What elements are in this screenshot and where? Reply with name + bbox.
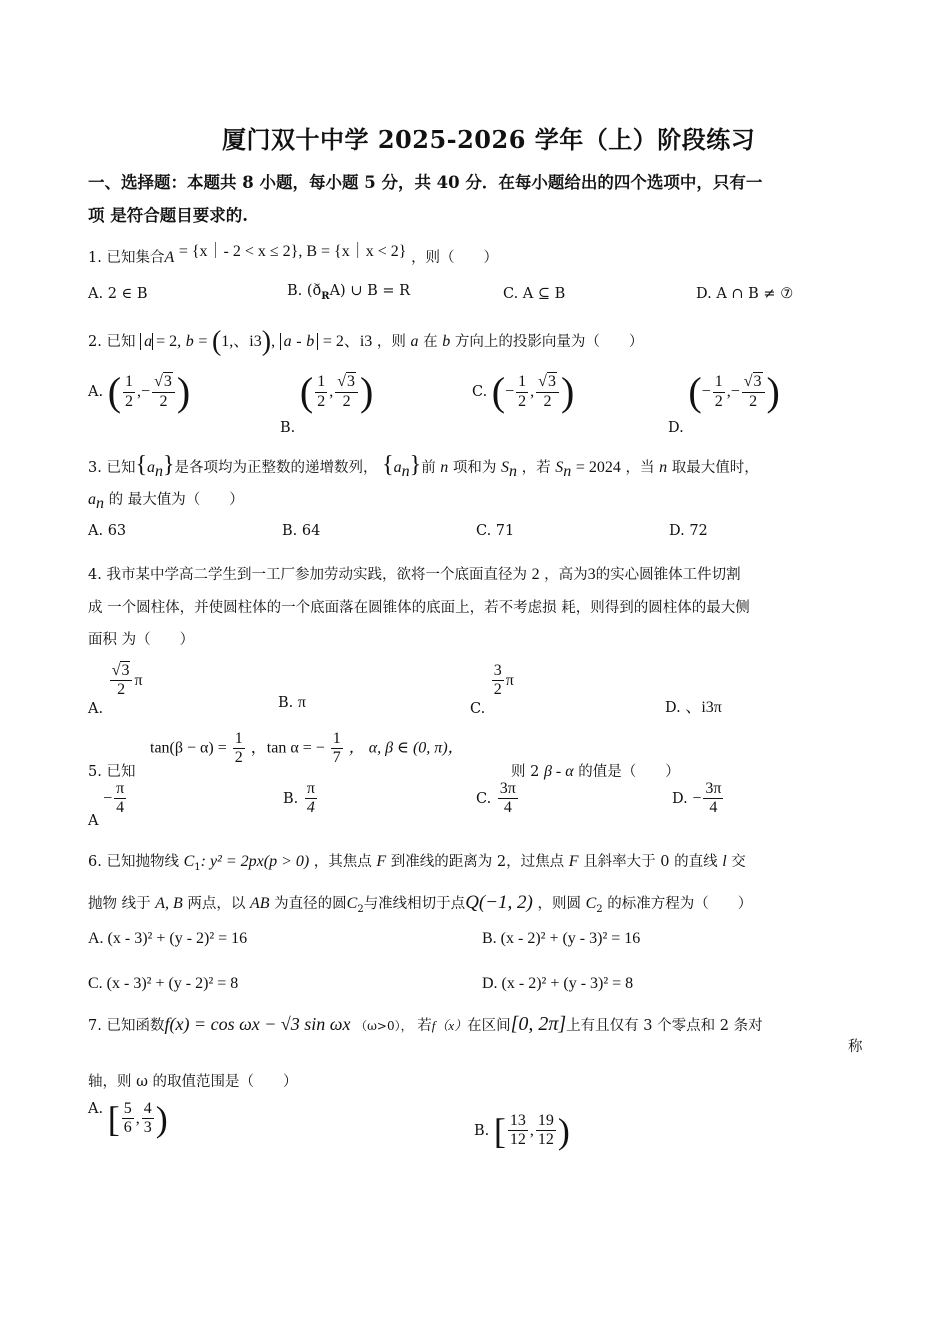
q7-line1e: 称 bbox=[848, 1039, 863, 1055]
q6-ab: A, B bbox=[155, 895, 183, 912]
q1-option-a[interactable]: A. 2 ∈ B bbox=[88, 286, 148, 302]
q5-b-num: π bbox=[305, 780, 317, 799]
q5-option-d-label: D. bbox=[672, 790, 688, 807]
q2-b-sqrt: 3 bbox=[346, 373, 355, 391]
q5-expr1: tan(β − α) = bbox=[150, 739, 227, 757]
q4-line2: 成 一个圆柱体，并使圆柱体的一个底面落在圆锥体的底面上，若不考虑损 耗，则得到的圆柱体的最大侧 bbox=[88, 600, 750, 616]
q7-option-a[interactable]: A. [ $\frac{5}{6}$ , $\frac{4}{3}$ ) bbox=[88, 1098, 168, 1139]
q2-b-num1: 1 bbox=[315, 373, 327, 392]
q7-a-d2: 3 bbox=[143, 1119, 152, 1137]
q6-line1e: 且斜率大于 0 的直线 bbox=[583, 854, 718, 870]
q7-option-b[interactable]: B. [ $\frac{13}{12}$ , $\frac{19}{12}$ ) bbox=[474, 1110, 570, 1151]
q5-d-neg: − bbox=[692, 789, 702, 807]
q2-c-den1: 2 bbox=[518, 392, 527, 410]
q6-line1f: 交 bbox=[731, 854, 746, 870]
q3-an2: a bbox=[393, 459, 402, 476]
q6-l: l bbox=[722, 853, 727, 870]
q3-front: 前 bbox=[421, 460, 436, 476]
q4-c-num: 3 bbox=[492, 662, 504, 681]
q5-b-den: 4 bbox=[306, 799, 315, 817]
q6-line2d: 与准线相切于点 bbox=[363, 896, 466, 912]
q6-option-d[interactable]: D. (x - 2)² + (y - 3)² = 8 bbox=[482, 975, 634, 992]
q2-d-den2: 2 bbox=[749, 392, 758, 410]
q5-expr2: ，tan α = − bbox=[250, 739, 325, 757]
q2-d-minus1: − bbox=[701, 383, 711, 400]
q3-option-c[interactable]: C. 71 bbox=[476, 523, 515, 539]
q2-eq2: = bbox=[198, 333, 208, 350]
q2-c-minus: − bbox=[505, 383, 515, 400]
q2-b: b bbox=[185, 333, 194, 350]
q2-a-comma: , bbox=[137, 383, 142, 400]
q5-d-num: 3π bbox=[703, 780, 723, 799]
q3-when: ，当 bbox=[625, 460, 655, 476]
q3-n: n bbox=[440, 459, 449, 476]
q6-c2b: C bbox=[585, 895, 597, 912]
q3-option-a[interactable]: A. 63 bbox=[88, 523, 127, 539]
q4-c-den: 2 bbox=[493, 681, 502, 699]
q2-number: 2. bbox=[88, 334, 102, 350]
q2-d-num1: 1 bbox=[713, 373, 725, 392]
section-heading-line2: 项 是符合题目要求的. bbox=[88, 206, 248, 225]
q3-pre: 3. 已知 bbox=[88, 460, 136, 476]
q1-option-b-sub: R bbox=[321, 290, 330, 302]
q2-b-comma: , bbox=[329, 383, 334, 400]
q4-a-sqrt: 3 bbox=[121, 662, 130, 679]
q7-b-n1: 13 bbox=[508, 1112, 528, 1131]
q7-cond: （ω>0）， bbox=[355, 1019, 413, 1033]
q4-option-d-label: D. bbox=[665, 700, 681, 716]
q3-an3-sub: n bbox=[96, 494, 104, 512]
q6-line2e: ，则圆 bbox=[537, 896, 581, 912]
q7-line2: 轴，则 ω 的取值范围是（ ） bbox=[88, 1074, 298, 1090]
q7-interval: [0, 2π] bbox=[510, 1013, 567, 1035]
q4-option-d-val: 、i3π bbox=[685, 699, 722, 716]
q7-line1c: 在区间 bbox=[467, 1018, 511, 1034]
q5-num1: 1 bbox=[233, 730, 245, 749]
q4-option-b-label: B. bbox=[278, 695, 294, 711]
q2-a-minus: − bbox=[141, 383, 151, 400]
q4-line1c: 的实心圆锥体工件切割 bbox=[595, 567, 741, 583]
q5-c-den: 4 bbox=[503, 799, 512, 817]
q6-line2: 抛物 线于 A, B 两点，以 AB 为直径的圆$C_2$与准线相切于点Q(−1, 2) ，则圆 $C_2$ 的标准方程为（ ） bbox=[88, 892, 753, 915]
q2-option-c-label: C. bbox=[472, 384, 488, 400]
q6-option-b[interactable]: B. (x - 2)² + (y - 3)² = 16 bbox=[482, 930, 641, 947]
q2-a-mag: a bbox=[140, 333, 152, 350]
q3-n2: n bbox=[659, 459, 668, 476]
q2-minus: - bbox=[296, 333, 302, 350]
q3-an: a bbox=[146, 459, 155, 476]
q4-c-pi: π bbox=[505, 671, 514, 689]
q2-b-diff: b bbox=[306, 333, 318, 350]
q5-post bbox=[511, 760, 680, 781]
q6-ab2: AB bbox=[249, 895, 270, 912]
q3-sn: S bbox=[501, 459, 510, 476]
q5-expr3: ， α, β ∈ (0, π)， bbox=[348, 739, 464, 757]
q2-post2: 方向上的投影向量为（ ） bbox=[454, 334, 644, 350]
q5-option-d[interactable] bbox=[672, 780, 725, 818]
section-heading-line1: 一、选择题：本题共 8 小题，每小题 5 分，共 40 分．在每小题给出的四个选项中，只有一 bbox=[88, 173, 763, 192]
q6-parabola: : y² = 2px(p > 0) bbox=[200, 853, 310, 870]
q2-a-diff: a bbox=[280, 333, 292, 350]
q4-option-d[interactable] bbox=[665, 694, 722, 717]
q7-b-d1: 12 bbox=[509, 1131, 526, 1149]
q3-line2 bbox=[88, 488, 244, 513]
q2-a-den2: 2 bbox=[159, 392, 168, 410]
q1-number: 1. bbox=[88, 250, 102, 266]
q1-option-d[interactable]: D. A ∩ B ≠ ⑦ bbox=[696, 286, 794, 302]
q2-c-sqrt: 3 bbox=[547, 373, 556, 391]
q5-d-den: 4 bbox=[709, 799, 718, 817]
q2-option-b-label: B. bbox=[280, 420, 296, 436]
q5-post2: β - α bbox=[543, 763, 574, 780]
q5-a-neg: − bbox=[103, 789, 113, 807]
q3-sn2-sub: n bbox=[563, 462, 572, 480]
q1-option-b-part1: B. (ð bbox=[287, 283, 322, 299]
q3-option-b[interactable]: B. 64 bbox=[282, 523, 321, 539]
q2-pre: 已知 bbox=[106, 334, 136, 350]
q3-max: 取最大值时， bbox=[671, 460, 759, 476]
page-title: 厦门双十中学 2025-2026 学年（上）阶段练习 bbox=[222, 125, 756, 154]
q7-a-n2: 4 bbox=[142, 1100, 154, 1119]
q2-d-minus2: − bbox=[730, 383, 740, 400]
q7-a-n1: 5 bbox=[122, 1100, 134, 1119]
q2-post1: ，则 bbox=[376, 334, 406, 350]
q4-option-a[interactable]: A. $\frac{√3}{2}$ π bbox=[88, 662, 143, 717]
q5-c-num: 3π bbox=[498, 780, 518, 799]
q4-line1a: 4. 我市某中学高二学生到一工厂参加劳动实践，欲将一个底面直径为 bbox=[88, 567, 527, 583]
q3-line2-text: 的 最大值为（ ） bbox=[108, 492, 244, 508]
q4-option-a-label: A. bbox=[88, 700, 104, 717]
q6-q: Q(−1, 2) bbox=[465, 892, 533, 913]
q7-fx2: f（x） bbox=[431, 1018, 468, 1033]
q1-post: ，则（ ） bbox=[411, 250, 499, 266]
q2-option-a-label: A. bbox=[88, 384, 104, 400]
q2-option-c[interactable]: C. (− $\frac{1}{2}$ , $\frac{√3}{2}$ ) bbox=[472, 369, 575, 414]
q6-f: F bbox=[376, 853, 387, 870]
q6-line2b: 两点，以 bbox=[187, 896, 246, 912]
q7-option-a-label: A. bbox=[88, 1100, 104, 1117]
q2-d-den1: 2 bbox=[714, 392, 723, 410]
q6-option-a[interactable]: A. (x - 3)² + (y - 2)² = 16 bbox=[88, 930, 248, 947]
q1-option-b[interactable] bbox=[287, 283, 410, 302]
q5-option-c[interactable] bbox=[476, 780, 520, 818]
q7-b-d2: 12 bbox=[537, 1131, 554, 1149]
q3-sn2: S bbox=[555, 459, 564, 476]
q2-a2: a bbox=[410, 333, 419, 350]
q4-line1b: ，高为 bbox=[544, 567, 588, 583]
q2-c-num1: 1 bbox=[516, 373, 528, 392]
q4-a-pi: π bbox=[134, 671, 143, 689]
question-3: 3. 已知$\{a_n\}$是各项均为正整数的递增数列， $\{a_n\}$前 n 项和为 $S_n$ ，若 $S_n = 2024$ ，当 n 取最大值时， bbox=[88, 452, 759, 480]
q7-line1 bbox=[88, 1013, 763, 1036]
q7-fx: f(x) = cos ωx − √3 sin ωx bbox=[164, 1014, 351, 1034]
q7-a-d1: 6 bbox=[123, 1119, 132, 1137]
q6-line1c: ，其焦点 bbox=[313, 854, 372, 870]
q2-a-num1: 1 bbox=[123, 373, 135, 392]
q4-option-b[interactable] bbox=[278, 694, 306, 712]
q2-option-b[interactable]: B. ( $\frac{1}{2}$ , $\frac{√3}{2}$ ) bbox=[280, 369, 374, 436]
q6-c1: C bbox=[183, 853, 195, 870]
q5-option-a-label: A bbox=[88, 812, 99, 829]
q6-line2c: 为直径的圆 bbox=[274, 896, 347, 912]
q6-line2a: 抛物 线于 bbox=[88, 896, 151, 912]
question-1 bbox=[88, 244, 498, 267]
q2-a-den1: 2 bbox=[125, 392, 134, 410]
q6-line2f: 的标准方程为（ ） bbox=[607, 896, 753, 912]
q7-b-n2: 19 bbox=[536, 1112, 556, 1131]
q3-if: ，若 bbox=[521, 460, 551, 476]
q3-an-sub: n bbox=[154, 462, 163, 480]
q3-sum-text: 项和为 bbox=[452, 460, 497, 476]
q5-option-a[interactable] bbox=[88, 780, 128, 829]
q2-b2: b bbox=[442, 333, 451, 350]
q5-den2: 7 bbox=[332, 749, 341, 767]
q6-line1a: 6. 已知抛物线 bbox=[88, 854, 179, 870]
q4-option-b-val: π bbox=[297, 694, 306, 711]
q6-f2: F bbox=[568, 853, 579, 870]
q6-c2: C bbox=[346, 895, 358, 912]
q5-condition bbox=[150, 730, 464, 768]
q1-option-c[interactable]: C. A ⊆ B bbox=[503, 286, 566, 302]
q2-in: 在 bbox=[423, 334, 438, 350]
q3-an2-sub: n bbox=[401, 462, 410, 480]
q4-line1 bbox=[88, 563, 741, 584]
q4-height: 3 bbox=[587, 566, 596, 583]
q2-c-den2: 2 bbox=[543, 392, 552, 410]
q3-sn-sub: n bbox=[509, 462, 518, 480]
q2-option-d-label: D. bbox=[668, 420, 684, 436]
q2-c-comma: , bbox=[530, 383, 535, 400]
q2-d-sqrt: 3 bbox=[753, 373, 762, 391]
q7-line1d: 上有且仅有 3 个零点和 2 条对 bbox=[566, 1018, 763, 1034]
q2-b-den1: 2 bbox=[317, 392, 326, 410]
q2-option-d[interactable]: D. (− $\frac{1}{2}$ ,− $\frac{√3}{2}$ ) bbox=[668, 369, 780, 436]
q5-post1: 则 2 bbox=[511, 764, 540, 780]
q7-option-b-label: B. bbox=[474, 1122, 490, 1139]
q2-eq1: = 2, bbox=[152, 333, 181, 350]
q3-desc: 是各项均为正整数的递增数列， bbox=[174, 460, 378, 476]
q5-post3: 的值是（ ） bbox=[578, 764, 680, 780]
q5-a-den: 4 bbox=[116, 799, 125, 817]
q7-line1a: 7. 已知函数 bbox=[88, 1018, 165, 1034]
q5-den1: 2 bbox=[234, 749, 243, 767]
q2-b-vec: 1,、i3 bbox=[221, 333, 262, 350]
q5-a-num: π bbox=[114, 780, 126, 799]
q2-option-a[interactable]: A. ( $\frac{1}{2}$ ,− $\frac{√3}{2}$ ) bbox=[88, 369, 191, 414]
q1-set-a: A bbox=[164, 249, 175, 266]
q2-b-den2: 2 bbox=[342, 392, 351, 410]
q6-option-c[interactable]: C. (x - 3)² + (y - 2)² = 8 bbox=[88, 975, 239, 992]
q3-an3: a bbox=[88, 491, 96, 508]
q3-option-d[interactable]: D. 72 bbox=[669, 523, 708, 539]
q5-option-c-label: C. bbox=[476, 790, 492, 807]
q4-a-den: 2 bbox=[117, 681, 126, 699]
q4-line3: 面积 为（ ） bbox=[88, 632, 195, 648]
q1-option-b-part2: A) ∪ B = R bbox=[329, 283, 411, 299]
q5-num2: 1 bbox=[331, 730, 343, 749]
q7-line1b: 若 bbox=[417, 1018, 432, 1034]
q4-diameter: 2 bbox=[531, 566, 540, 583]
q1-set-def: = {x｜- 2 < x ≤ 2}, B = {x｜x < 2} bbox=[178, 243, 407, 260]
q5-pre: 5. 已知 bbox=[88, 764, 136, 780]
q6-line1d: 到准线的距离为 2，过焦点 bbox=[390, 854, 565, 870]
question-2: 2. 已知 a = 2, b = (1,、i3), a - b = 2、i3 ，则 a 在 b 方向上的投影向量为（ ） bbox=[88, 326, 644, 357]
q3-eq: = 2024 bbox=[575, 459, 621, 476]
q1-pre: 已知集合 bbox=[106, 250, 165, 266]
q6-line1: 6. 已知抛物线 $C_1$: y² = 2px(p > 0) ，其焦点 F 到准线的距离为 2，过焦点 F 且斜率大于 0 的直线 l 交 bbox=[88, 853, 746, 873]
q5-option-b[interactable] bbox=[283, 780, 319, 818]
q5-option-b-label: B. bbox=[283, 790, 299, 807]
q4-option-c-label: C. bbox=[470, 700, 486, 717]
q2-a-sqrt: 3 bbox=[163, 373, 172, 391]
q4-option-c[interactable] bbox=[470, 662, 514, 717]
q2-eq3: = 2、i3 bbox=[322, 333, 373, 350]
q2-d-comma: , bbox=[726, 383, 731, 400]
